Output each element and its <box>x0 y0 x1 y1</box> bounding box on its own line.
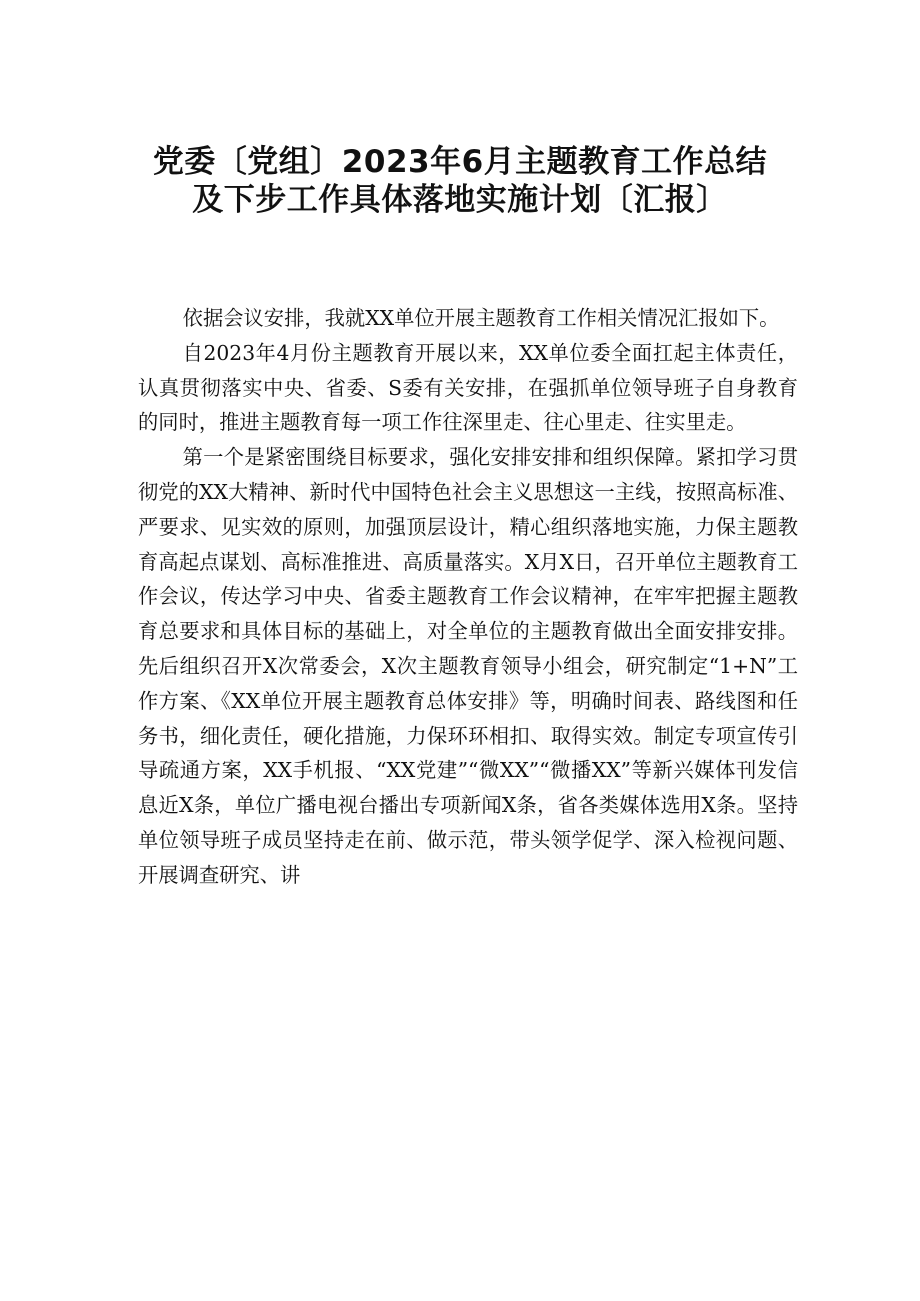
paragraph-intro: 依据会议安排，我就XX单位开展主题教育工作相关情况汇报如下。 <box>182 306 780 330</box>
paragraph-overview: 自2023年4月份主题教育开展以来，XX单位委全面扛起主体责任，认真贯彻落实中央、省委、S委有关安排，在强抓单位领导班子自身教育的同时，推进主题教育每一项工作往深里走、往心里走、往实里走。 <box>138 340 798 435</box>
document-title-line-1: 党委〔党组〕2023年6月主题教育工作总结 <box>152 144 768 180</box>
document-title-line-2: 及下步工作具体落地实施计划〔汇报〕 <box>192 182 728 218</box>
paragraph-first-point: 第一个是紧密围绕目标要求，强化安排安排和组织保障。紧扣学习贯彻党的XX大精神、新时代中国特色社会主义思想这一主线，按照高标准、严要求、见实效的原则，加强顶层设计，精心组织落地实施，力保主题教育高起点谋划、高标准推进、高质量落实。X月X日，召开单位主题教育工作会议，传达学习中央、省委主题教育工作会议精神，在牢牢把握主题教育总要求和具体目标的基础上，对全单位的主题教育做出全面安排安排。先后组织召开X次常委会，X次主题教育领导小组会，研究制定“1+N”工作方案、《XX单位开展主题教育总体安排》等，明确时间表、路线图和任务书，细化责任，硬化措施，力保环环相扣、取得实效。制定专项宣传引导疏通方案，XX手机报、“XX党建”“微XX”“微播XX”等新兴媒体刊发信息近X条，单位广播电视台播出专项新闻X条，省各类媒体选用X条。坚持单位领导班子成员坚持走在前、做示范，带头领学促学、深入检视问题、开展调查研究、讲 <box>138 445 798 887</box>
document-body <box>138 301 798 893</box>
